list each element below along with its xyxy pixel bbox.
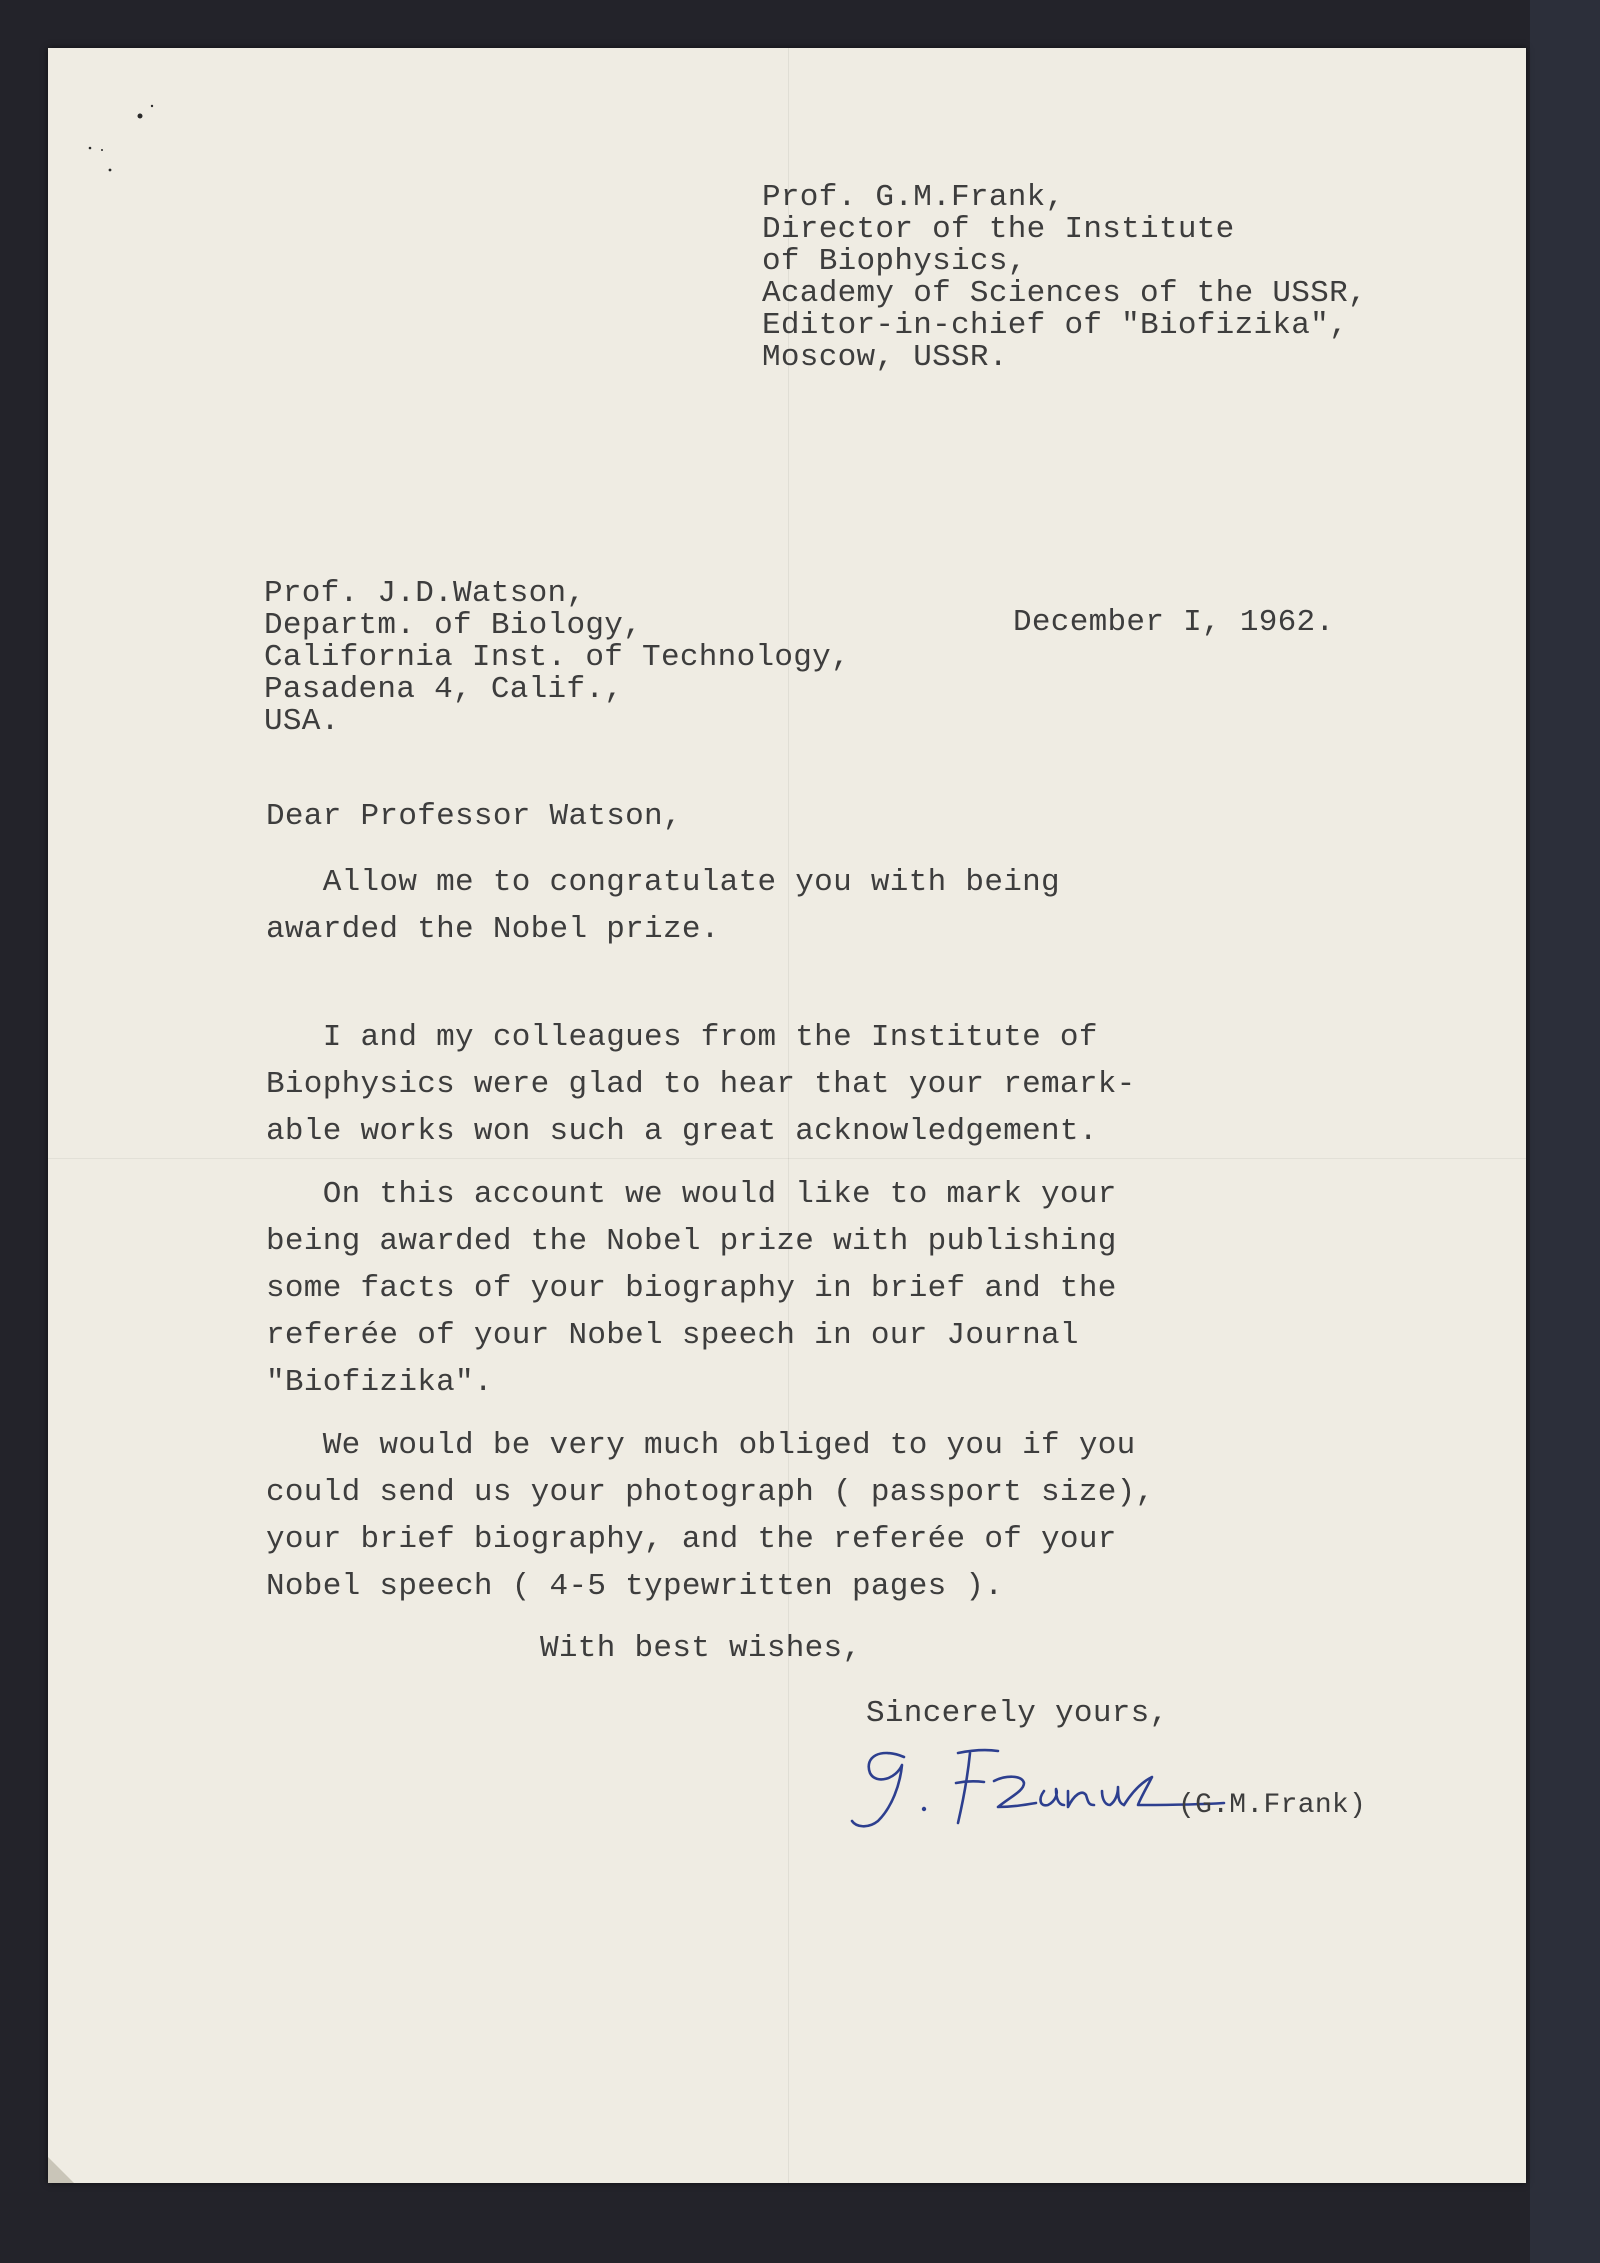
- body-line: I and my colleagues from the Institute of: [266, 1020, 1098, 1055]
- body-line: referée of your Nobel speech in our Journal: [266, 1318, 1079, 1353]
- salutation: Dear Professor Watson,: [266, 799, 682, 834]
- horizontal-fold-crease: [48, 1158, 1526, 1159]
- sender-line: of Biophysics,: [762, 244, 1027, 279]
- body-paragraph: [266, 859, 1226, 953]
- sender-line: Academy of Sciences of the USSR,: [762, 276, 1367, 311]
- sender-line: Prof. G.M.Frank,: [762, 180, 1065, 215]
- body-line: On this account we would like to mark your: [266, 1177, 1117, 1212]
- recipient-line: California Inst. of Technology,: [264, 640, 850, 675]
- body-line: Biophysics were glad to hear that your remark-: [266, 1067, 1136, 1102]
- body-paragraph: [266, 1422, 1226, 1610]
- recipient-line: Pasadena 4, Calif.,: [264, 672, 624, 707]
- scanner-backdrop: [1530, 0, 1600, 2263]
- recipient-line: Departm. of Biology,: [264, 608, 643, 643]
- sender-line: Editor-in-chief of "Biofizika",: [762, 308, 1348, 343]
- body-line: could send us your photograph ( passport size),: [266, 1475, 1155, 1510]
- handwritten-signature: [812, 1735, 1232, 1835]
- body-paragraph: [266, 1171, 1226, 1406]
- sender-line: Moscow, USSR.: [762, 340, 1008, 375]
- recipient-address: [264, 578, 850, 738]
- recipient-line: USA.: [264, 704, 340, 739]
- body-line: able works won such a great acknowledgement.: [266, 1114, 1098, 1149]
- body-line: Nobel speech ( 4-5 typewritten pages ).: [266, 1569, 1004, 1604]
- body-line: some facts of your biography in brief and the: [266, 1271, 1117, 1306]
- body-line: being awarded the Nobel prize with publishing: [266, 1224, 1117, 1259]
- paper-specks: [40, 40, 180, 200]
- body-line: awarded the Nobel prize.: [266, 912, 720, 947]
- body-line: We would be very much obliged to you if you: [266, 1428, 1136, 1463]
- typed-signature-name: (G.M.Frank): [1178, 1790, 1367, 1821]
- body-line: Allow me to congratulate you with being: [266, 865, 1060, 900]
- closing-wishes: With best wishes,: [540, 1631, 862, 1666]
- recipient-line: Prof. J.D.Watson,: [264, 576, 586, 611]
- body-paragraph: [266, 1014, 1226, 1155]
- body-line: "Biofizika".: [266, 1365, 493, 1400]
- corner-fold: [48, 2157, 74, 2183]
- sender-address: [762, 182, 1367, 374]
- letter-date: December I, 1962.: [1013, 605, 1335, 640]
- body-line: your brief biography, and the referée of your: [266, 1522, 1117, 1557]
- closing: Sincerely yours,: [866, 1696, 1169, 1731]
- sender-line: Director of the Institute: [762, 212, 1235, 247]
